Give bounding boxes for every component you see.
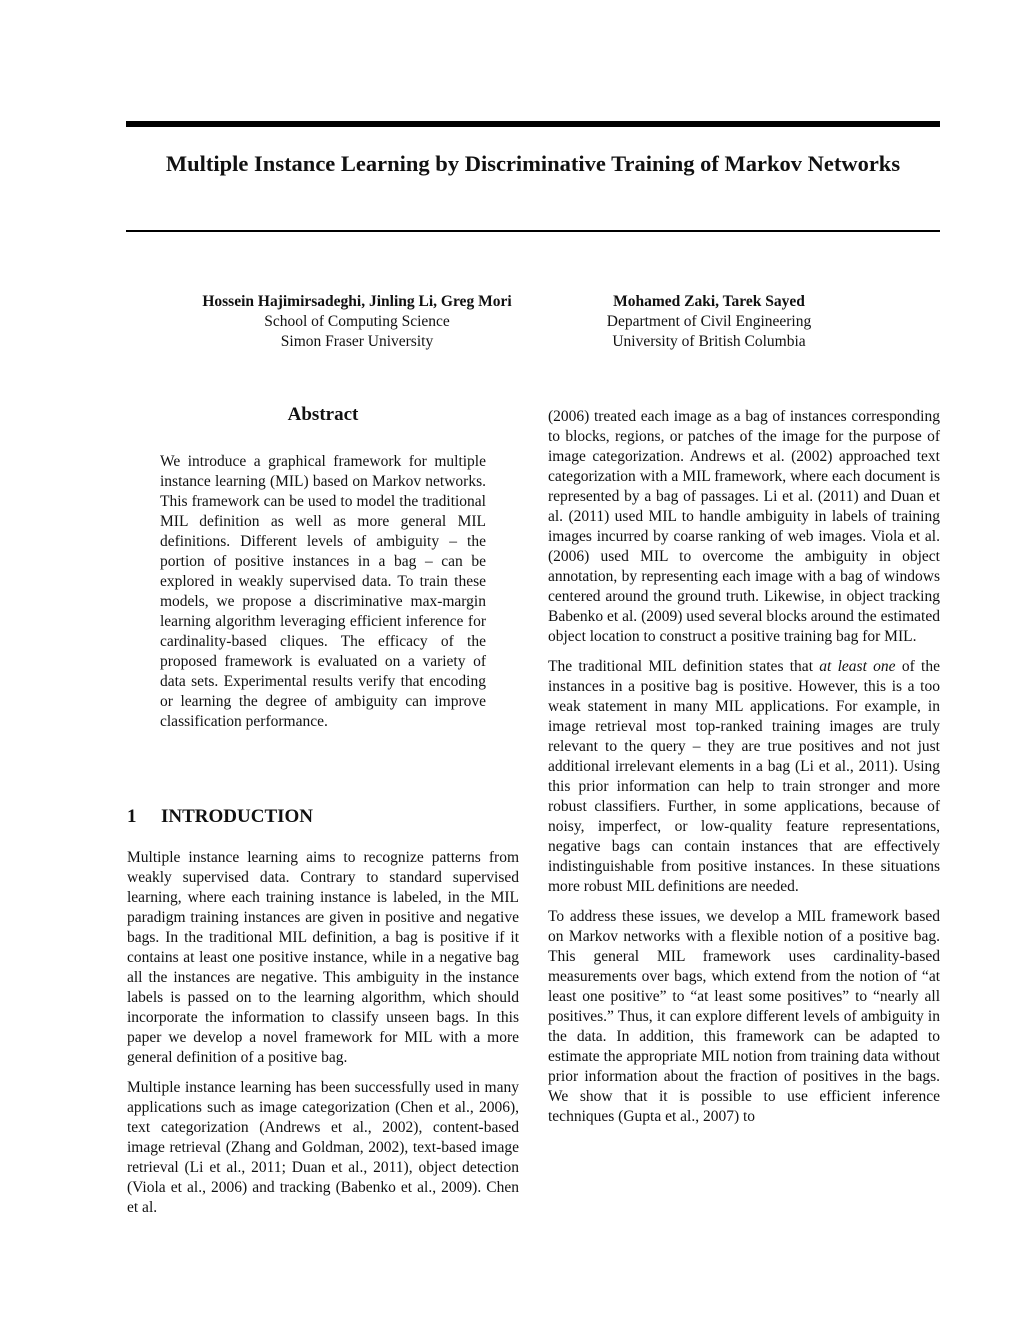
author-department-right: Department of Civil Engineering (606, 313, 812, 330)
author-names-right: Mohamed Zaki, Tarek Sayed (613, 293, 805, 310)
abstract-text: We introduce a graphical framework for multiple instance learning (MIL) based on Markov networks. This framework can be used to model the traditional MIL definition as well as more general MIL definitions. Different levels of ambiguity – the portion of positive instances in a bag – can be explored in weakly supervised data. To train these models, we propose a discriminative max-margin learning algorithm leveraging efficient inference for cardinality-based cliques. The efficacy of the proposed framework is evaluated on a variety of data sets. Experimental results verify that encoding or learning the degree of ambiguity can improve classification performance. (160, 453, 486, 730)
abstract-body (160, 452, 486, 732)
title-top-rule (126, 121, 940, 127)
right-paragraph-2-lead: The traditional MIL definition states that (548, 658, 820, 675)
author-department-left: School of Computing Science (264, 313, 450, 330)
section-title: INTRODUCTION (161, 806, 314, 827)
abstract-heading: Abstract (287, 404, 359, 425)
right-paragraph-1: (2006) treated each image as a bag of instances corresponding to blocks, regions, or patches of the image for the purpose of image categorization. Andrews et al. (2002) approached text categorization with a MIL framework, where each document is represented by a bag of passages. Li et al. (2011) and Duan et al. (2011) used MIL to handle ambiguity in labels of training images incurred by coarse ranking of web images. Viola et al. (2006) used MIL to overcome the ambiguity in object annotation, by representing each image with a bag of windows centered around the ground truth. Likewise, in object tracking Babenko et al. (2009) used several blocks around the estimated object location to construct a positive training bag for MIL. (548, 408, 940, 645)
section-number: 1 (127, 806, 137, 827)
right-paragraph-3: To address these issues, we develop a MIL framework based on Markov networks with a flexible notion of a positive bag. This general MIL framework uses cardinality-based measurements over bags, which extend from the notion of “at least one positive” to “at least some positives” to “nearly all positives.” Thus, it can explore different levels of ambiguity in the data. In addition, this framework can be adapted to estimate the appropriate MIL notion from training data without prior information about the fraction of positives in the bags. We show that it is possible to use efficient inference techniques (Gupta et al., 2007) to (548, 908, 940, 1125)
right-paragraph-2 (548, 657, 940, 897)
paper-title: Multiple Instance Learning by Discriminative Training of Markov Networks (165, 151, 901, 176)
section-heading-introduction (127, 806, 313, 828)
introduction-body (127, 848, 519, 1218)
author-institution-left: Simon Fraser University (280, 333, 434, 350)
author-block-right (575, 292, 843, 352)
intro-paragraph-1: Multiple instance learning aims to recognize patterns from weakly supervised data. Contrary to standard supervised learning, where each training instance is labeled, in the MIL paradigm training instances are given in positive and negative bags. In the traditional MIL definition, a bag is positive if it contains at least one positive instance, while in a negative bag all the instances are negative. This ambiguity in the instance labels is passed on to the learning algorithm, which should incorporate the information to classify unseen bags. In this paper we develop a novel framework for MIL with a more general definition of a positive bag. (127, 849, 519, 1066)
emphasis-at-least-one: at least one (819, 658, 896, 675)
intro-paragraph-2: Multiple instance learning has been successfully used in many applications such as image categorization (Chen et al., 2006), text categorization (Andrews et al., 2002), content-based image retrieval (Zhang and Goldman, 2002), text-based image retrieval (Li et al., 2011; Duan et al., 2011), object detection (Viola et al., 2006) and tracking (Babenko et al., 2009). Chen et al. (127, 1079, 519, 1216)
author-names-left: Hossein Hajimirsadeghi, Jinling Li, Greg Mori (202, 293, 512, 310)
right-paragraph-2-rest: of the instances in a positive bag is positive. However, this is a too weak statement in many MIL applications. For example, in image retrieval most top-ranked training images are truly relevant to the query – they are true positives and not just additional irrelevant elements in a bag (Li et al., 2011). Using this prior information can help to train stronger and more robust classifiers. Further, in some applications, because of noisy, imperfect, or low-quality feature representations, negative bags can contain instances that are effectively indistinguishable from positive instances. In these situations more robust MIL definitions are needed. (548, 658, 940, 895)
title-bottom-rule (126, 230, 940, 232)
right-column (548, 407, 940, 1127)
author-institution-right: University of British Columbia (612, 333, 806, 350)
author-block-left (150, 292, 564, 352)
